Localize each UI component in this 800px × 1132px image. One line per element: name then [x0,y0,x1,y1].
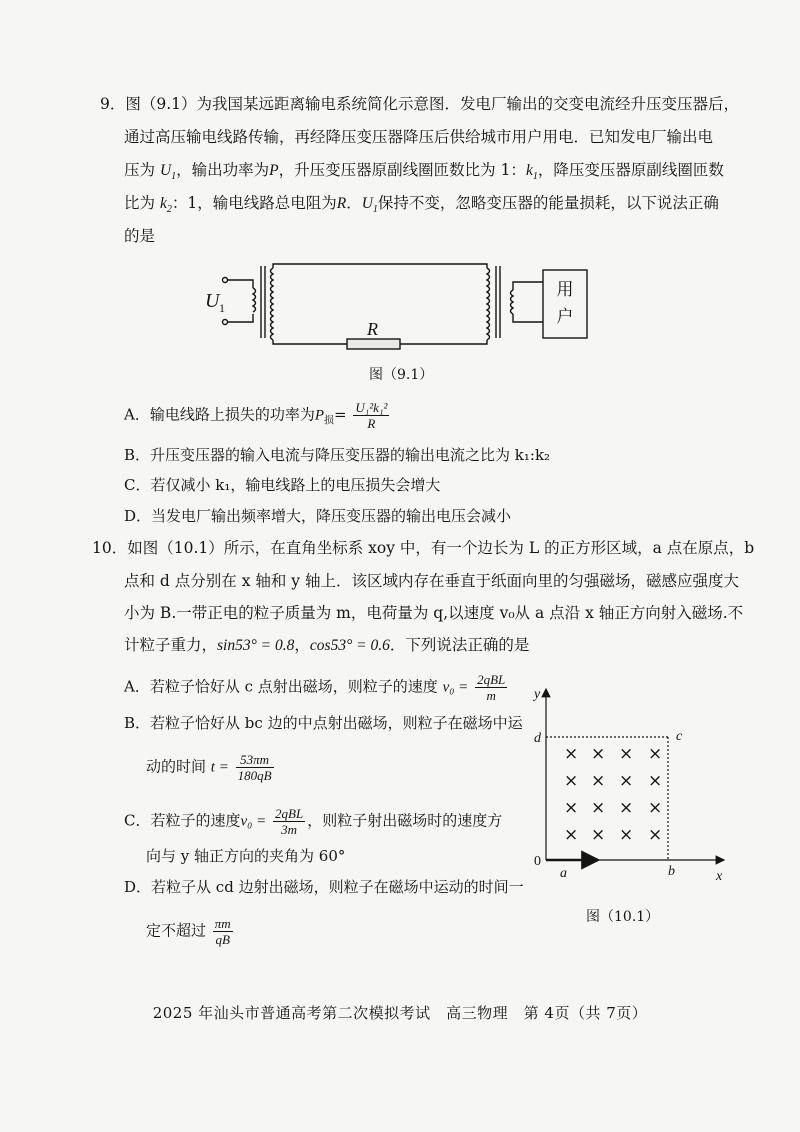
field-mark-3-0: × [564,825,579,845]
q10-option-a-fraction [475,672,507,703]
label-x: x [716,869,723,884]
q10-option-b-num: 53πm [236,752,274,768]
output-wire-top [513,282,543,290]
q9-option-d[interactable]: D．当发电厂输出频率增大，降压变压器的输出电压会减小 [124,507,512,525]
q9-line-4-c: ． [346,194,362,212]
q10-option-b-text: 动的时间 [146,757,207,776]
magnetic-field-marks [564,744,662,845]
stepup-primary-coil [253,288,256,312]
q10-option-d-den: qB [215,932,230,947]
q10-option-a-num: 2qBL [477,672,506,687]
stepdown-primary-coil [487,268,490,340]
q9-fig-ref: 图（9.1） [125,95,197,113]
q9-circuit-diagram [195,260,615,360]
q9-line-4-b: ：1，输电线路总电阻为 [171,194,337,212]
q10-option-c-line-2: 向与 y 轴正方向的夹角为 60° [146,847,346,865]
q10-option-d-num: πm [214,916,231,931]
output-wire-bottom [513,314,543,322]
label-b: b [668,864,675,879]
q10-line-2: 点和 d 点分别在 x 轴和 y 轴上．该区域内存在垂直于纸面向里的匀强磁场，磁感应强度大 [124,572,739,590]
q9-symbol-r: R [336,195,347,212]
label-y: y [534,687,541,702]
field-mark-2-2: × [619,798,634,818]
transmission-line-bottom-right [400,340,487,344]
line-resistor [347,339,400,349]
q9-symbol-k1 [525,162,538,183]
q10-option-b-sym: t = [210,759,229,776]
q9-sym-k2-sub: 2 [166,204,172,216]
q10-option-c[interactable] [124,806,502,837]
q9-line-2: 通过高压输电线路传输，再经降压变压器降压后供给城市用户用电．已知发电厂输出电 [124,128,714,146]
q9-fig-resistor-label: R [367,319,378,339]
q10-option-c-text: C．若粒子的速度 [124,811,241,830]
q10-line-4-b: ．下列说法正确的是 [389,636,530,654]
field-mark-2-3: × [648,798,663,818]
field-mark-3-1: × [591,825,606,845]
label-d: d [534,731,541,746]
q9-option-a-sub: 损 [324,415,335,427]
field-mark-2-1: × [591,798,606,818]
q9-sym-u-b: U [361,195,373,212]
q9-line-4-d: 保持不变，忽略变压器的能量损耗，以下说法正确 [377,194,719,212]
q9-option-a-num: U₁²k₁² [355,400,388,415]
q9-symbol-p: P [269,162,279,179]
q9-option-a-den: R [367,416,376,431]
q9-sym-k2: k [159,195,167,212]
q10-option-c-sym: v₀ = [240,813,267,830]
q9-option-c[interactable]: C．若仅减小 k₁，输电线路上的电压损失会增大 [124,476,441,494]
q10-option-a-den: m [486,688,496,703]
field-mark-0-2: × [619,744,634,764]
field-mark-1-2: × [619,771,634,791]
q10-option-c-post: ，则粒子射出磁场时的速度方 [307,811,503,830]
q10-option-d-line-1[interactable]: D．若粒子从 cd 边射出磁场，则粒子在磁场中运动的时间一 [124,878,524,896]
q10-option-d-text: 定不超过 [146,921,207,940]
q10-sin-value: sin53° = 0.8 [217,637,295,654]
q10-option-d-line-2 [146,916,235,947]
field-mark-1-0: × [564,771,579,791]
q10-option-a[interactable] [124,672,509,703]
q9-line-4 [124,192,719,221]
field-mark-2-0: × [564,798,579,818]
q10-line-3: 小为 B.一带正电的粒子质量为 m，电荷量为 q,以速度 v₀从 a 点沿 x 轴正方向射入磁场.不 [124,604,744,622]
input-terminal-top [223,278,228,283]
q10-option-b-fraction [236,752,274,783]
q10-figure-caption: 图（10.1） [586,909,660,925]
q9-symbol-u1-b [361,195,378,216]
q10-line-1 [92,537,754,559]
field-mark-0-0: × [564,744,579,764]
label-c: c [676,729,683,744]
q9-line-3-d: ，降压变压器原副线圈匝数 [537,161,724,179]
q10-option-c-den: 3m [281,822,298,837]
q10-option-b-line-1[interactable]: B．若粒子恰好从 bc 边的中点射出磁场，则粒子在磁场中运 [124,714,523,732]
stepup-secondary-coil [271,268,274,340]
q9-fig-input-label: U [205,290,220,312]
q10-line-1-text: 如图（10.1）所示，在直角坐标系 xoy 中，有一个边长为 L 的正方形区域，a 点在原点，b [127,539,755,557]
field-mark-3-2: × [619,825,634,845]
q9-line-3-b: ，输出功率为 [176,161,270,179]
q10-option-b-den: 180qB [237,768,272,783]
q10-line-4-sep: ， [294,636,310,654]
q10-option-c-num: 2qBL [275,806,304,821]
q9-option-b[interactable]: B．升压变压器的输入电流与降压变压器的输出电流之比为 k₁:k₂ [124,446,551,464]
field-mark-3-3: × [648,825,663,845]
q9-option-a-sym: P [314,407,325,424]
q9-line-3 [124,159,724,188]
input-wire-top [227,280,253,288]
q9-option-a-eq: = [334,405,347,424]
input-terminal-bottom [223,320,228,325]
q9-symbol-u1 [159,162,177,183]
q9-fig-user-label-1: 用 [556,280,574,300]
page-footer: 2025 年汕头市普通高考第二次模拟考试 高三物理 第 4页（共 7页） [152,1004,648,1022]
transmission-line-bottom-left [273,340,347,344]
q9-fig-user-label-2: 户 [556,307,574,327]
field-mark-1-3: × [648,771,663,791]
q9-sym-u-b-sub: 1 [372,204,378,216]
q9-sym-k1-sub: 1 [532,171,538,183]
q10-line-4 [124,634,529,657]
q10-line-4-a: 计粒子重力， [124,636,218,654]
q9-line-1 [100,93,739,115]
q9-option-a[interactable] [124,400,391,433]
q9-line-5: 的是 [124,227,156,245]
field-mark-0-3: × [648,744,663,764]
q9-sym-u-sub: 1 [171,171,177,183]
q9-line-4-a: 比为 [124,194,156,212]
q10-option-a-sym: v₀ = [442,679,469,696]
q9-fig-input-sub: 1 [219,301,225,315]
q9-option-a-fraction [353,400,389,431]
field-mark-1-1: × [591,771,606,791]
q9-figure-caption: 图（9.1） [369,367,434,383]
label-a: a [560,866,567,881]
q9-line-3-c: ，升压变压器原副线圈匝数比为 1： [278,161,526,179]
q9-sym-u: U [159,162,172,179]
q10-option-b-line-2 [146,752,276,783]
q9-sym-k1: k [525,162,533,179]
q9-line-3-a: 压为 [124,161,156,179]
q10-number: 10． [92,539,128,557]
q10-cos-value: cos53° = 0.6 [309,637,390,654]
stepdown-secondary-coil [511,290,514,314]
q10-option-d-fraction [213,916,233,947]
field-mark-0-1: × [591,744,606,764]
q10-option-a-text: A．若粒子恰好从 c 点射出磁场，则粒子的速度 [124,677,438,696]
label-origin: 0 [534,854,541,869]
q9-option-a-text: A．输电线路上损失的功率为 [124,405,315,424]
q9-line-1-text: 为我国某远距离输电系统简化示意图．发电厂输出的交变电流经升压变压器后， [196,95,740,113]
q9-number: 9． [100,95,126,113]
transmission-line-top [273,264,487,268]
q10-option-c-fraction [273,806,305,837]
q10-field-diagram [524,685,734,890]
input-wire-bottom [227,314,253,322]
q9-symbol-k2 [159,195,172,216]
